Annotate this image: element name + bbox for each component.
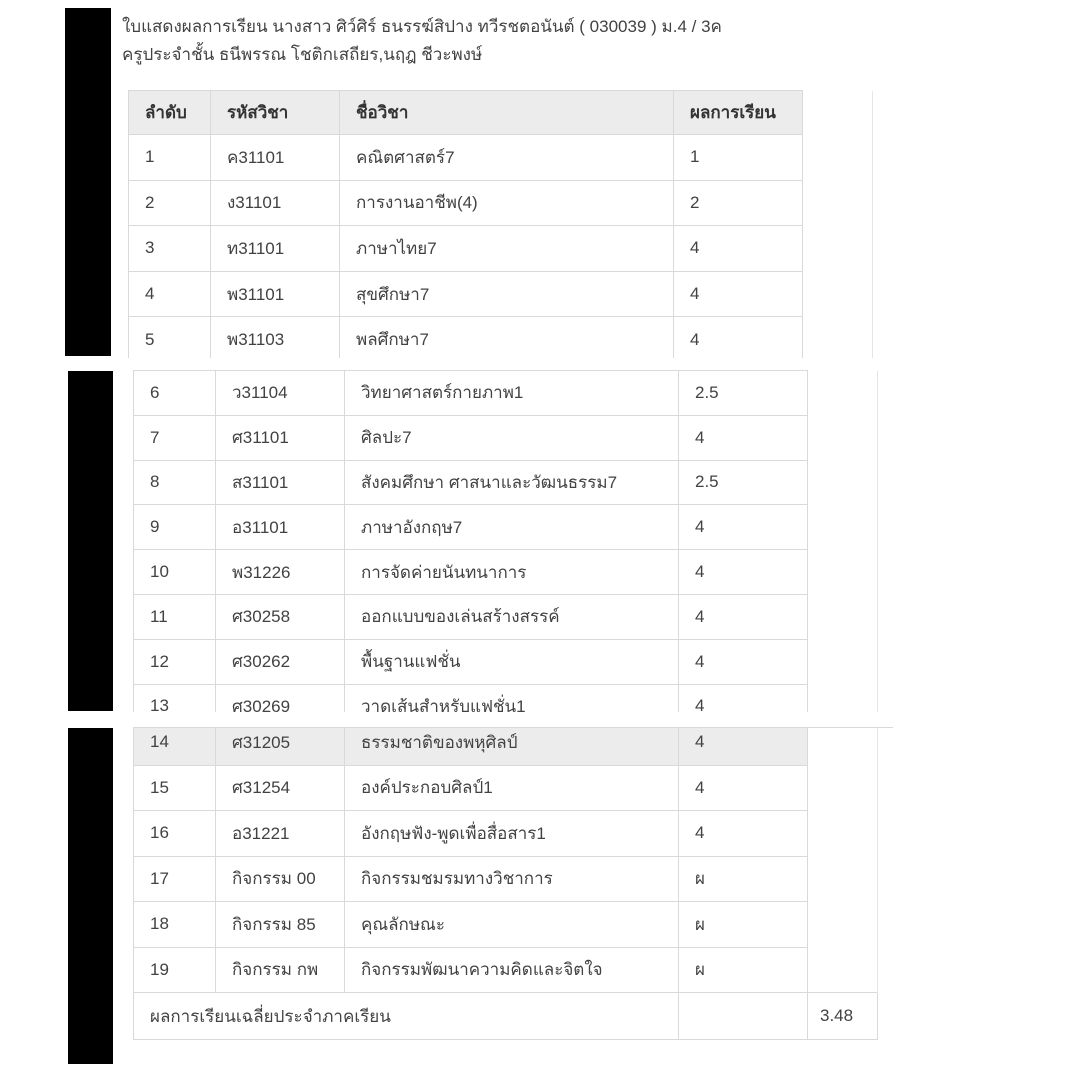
report-header <box>122 13 722 69</box>
course-row <box>134 505 878 550</box>
course-row <box>134 765 878 811</box>
summary-label-cell: ผลการเรียนเฉลี่ยประจำภาคเรียน <box>134 993 679 1040</box>
course-code-cell: กิจกรรม กพ <box>216 947 345 993</box>
course-name-cell: ภาษาอังกฤษ7 <box>345 505 679 550</box>
course-name-cell: วาดเส้นสำหรับแฟชั่น1 <box>345 684 679 712</box>
course-name-cell: คณิตศาสตร์7 <box>340 135 674 181</box>
right-margin-cell <box>803 271 873 317</box>
row-number-cell: 2 <box>129 180 211 226</box>
course-name-cell: กิจกรรมพัฒนาความคิดและจิตใจ <box>345 947 679 993</box>
course-row <box>129 271 873 317</box>
row-number-cell: 5 <box>129 317 211 358</box>
grade-cell: 4 <box>679 765 808 811</box>
course-code-cell: พ31226 <box>216 550 345 595</box>
right-margin-cell <box>808 639 878 684</box>
grade-cell: 4 <box>679 594 808 639</box>
right-margin-cell <box>803 91 873 135</box>
row-number-cell: 1 <box>129 135 211 181</box>
grade-cell: ผ <box>679 856 808 902</box>
course-row <box>134 371 878 416</box>
grade-cell: 4 <box>674 271 803 317</box>
course-code-cell: อ31221 <box>216 811 345 857</box>
grades-table <box>128 90 873 358</box>
row-number-cell: 4 <box>129 271 211 317</box>
report-title: ใบแสดงผลการเรียน นางสาว ศิว์ศิร์ ธนรรฆ์สิปาง ทวีรชตอนันต์ ( 030039 ) ม.4 / 3ค <box>122 17 722 36</box>
redaction-bar <box>68 728 113 1064</box>
course-row <box>134 639 878 684</box>
course-row <box>129 226 873 272</box>
course-name-cell: ศิลปะ7 <box>345 415 679 460</box>
grades-table <box>133 370 878 712</box>
course-row <box>134 811 878 857</box>
right-margin-cell <box>808 550 878 595</box>
row-number-cell: 10 <box>134 550 216 595</box>
redaction-bar <box>65 8 111 356</box>
course-name-cell: การงานอาชีพ(4) <box>340 180 674 226</box>
right-margin-cell <box>803 317 873 358</box>
grade-cell: 2 <box>674 180 803 226</box>
course-code-cell: พ31103 <box>211 317 340 358</box>
row-number-cell: 17 <box>134 856 216 902</box>
course-name-cell: กิจกรรมชมรมทางวิชาการ <box>345 856 679 902</box>
course-code-cell: กิจกรรม 00 <box>216 856 345 902</box>
right-margin-cell <box>803 180 873 226</box>
right-margin-cell <box>808 811 878 857</box>
course-code-cell: ง31101 <box>211 180 340 226</box>
course-code-cell: พ31101 <box>211 271 340 317</box>
course-name-cell: ธรรมชาติของพหุศิลป์ <box>345 727 679 765</box>
course-code-cell: ค31101 <box>211 135 340 181</box>
course-name-cell: สุขศึกษา7 <box>340 271 674 317</box>
right-margin-cell <box>808 371 878 416</box>
course-name-cell: การจัดค่ายนันทนาการ <box>345 550 679 595</box>
right-margin-cell <box>808 684 878 712</box>
course-code-cell: ศ31254 <box>216 765 345 811</box>
right-margin-cell <box>808 727 878 765</box>
summary-empty-cell <box>679 993 808 1040</box>
course-name-cell: คุณลักษณะ <box>345 902 679 948</box>
row-number-cell: 9 <box>134 505 216 550</box>
grade-cell: 4 <box>679 505 808 550</box>
course-code-cell: ส31101 <box>216 460 345 505</box>
grade-cell: 4 <box>679 684 808 712</box>
right-margin-cell <box>808 460 878 505</box>
grade-cell: 4 <box>679 811 808 857</box>
row-number-cell: 7 <box>134 415 216 460</box>
course-row <box>129 135 873 181</box>
course-name-cell: พลศึกษา7 <box>340 317 674 358</box>
course-name-cell: อังกฤษฟัง-พูดเพื่อสื่อสาร1 <box>345 811 679 857</box>
grade-cell: ผ <box>679 902 808 948</box>
course-name-cell: ออกแบบของเล่นสร้างสรรค์ <box>345 594 679 639</box>
row-number-cell: 18 <box>134 902 216 948</box>
course-name-cell: องค์ประกอบศิลป์1 <box>345 765 679 811</box>
course-row <box>134 550 878 595</box>
summary-value-cell: 3.48 <box>808 993 878 1040</box>
right-margin-cell <box>808 902 878 948</box>
course-code-cell: กิจกรรม 85 <box>216 902 345 948</box>
row-number-cell: 15 <box>134 765 216 811</box>
course-row <box>134 947 878 993</box>
grade-cell: 4 <box>679 550 808 595</box>
course-name-cell: พื้นฐานแฟชั่น <box>345 639 679 684</box>
right-margin-cell <box>808 505 878 550</box>
summary-row <box>134 993 878 1040</box>
course-code-cell: ศ31101 <box>216 415 345 460</box>
table-segment-middle <box>133 370 893 712</box>
column-header-code: รหัสวิชา <box>211 91 340 135</box>
course-code-cell: ท31101 <box>211 226 340 272</box>
course-row <box>129 317 873 358</box>
course-row <box>134 684 878 712</box>
right-margin-cell <box>808 594 878 639</box>
grade-cell: 4 <box>679 639 808 684</box>
course-name-cell: ภาษาไทย7 <box>340 226 674 272</box>
course-row <box>134 415 878 460</box>
row-number-cell: 19 <box>134 947 216 993</box>
row-number-cell: 13 <box>134 684 216 712</box>
right-margin-cell <box>808 856 878 902</box>
grade-cell: 2.5 <box>679 460 808 505</box>
course-row <box>134 856 878 902</box>
course-name-cell: วิทยาศาสตร์กายภาพ1 <box>345 371 679 416</box>
grades-table <box>133 727 878 1040</box>
row-number-cell: 12 <box>134 639 216 684</box>
row-number-cell: 16 <box>134 811 216 857</box>
row-number-cell: 14 <box>134 727 216 765</box>
summary-section <box>134 993 878 1040</box>
right-margin-cell <box>808 947 878 993</box>
column-header-grade: ผลการเรียน <box>674 91 803 135</box>
column-header-order: ลำดับ <box>129 91 211 135</box>
row-number-cell: 6 <box>134 371 216 416</box>
grade-cell: 2.5 <box>679 371 808 416</box>
column-header-course: ชื่อวิชา <box>340 91 674 135</box>
course-row <box>134 594 878 639</box>
right-margin-cell <box>808 415 878 460</box>
grade-cell: 4 <box>674 317 803 358</box>
course-code-cell: ว31104 <box>216 371 345 416</box>
grade-cell: 4 <box>679 727 808 765</box>
right-margin-cell <box>803 226 873 272</box>
grade-cell: 1 <box>674 135 803 181</box>
course-code-cell: ศ31205 <box>216 727 345 765</box>
course-code-cell: อ31101 <box>216 505 345 550</box>
row-number-cell: 8 <box>134 460 216 505</box>
course-code-cell: ศ30262 <box>216 639 345 684</box>
homeroom-teacher-line: ครูประจำชั้น ธนีพรรณ โชติกเสถียร,นฤฎ ชีวะพงษ์ <box>122 45 483 64</box>
grade-cell: 4 <box>674 226 803 272</box>
course-row <box>134 902 878 948</box>
course-row <box>134 727 878 765</box>
row-number-cell: 3 <box>129 226 211 272</box>
grade-cell: ผ <box>679 947 808 993</box>
table-segment-bottom <box>133 727 893 1040</box>
table-segment-top <box>128 90 888 358</box>
right-margin-cell <box>803 135 873 181</box>
table-header-row <box>129 91 873 135</box>
grade-cell: 4 <box>679 415 808 460</box>
row-number-cell: 11 <box>134 594 216 639</box>
course-code-cell: ศ30258 <box>216 594 345 639</box>
course-name-cell: สังคมศึกษา ศาสนาและวัฒนธรรม7 <box>345 460 679 505</box>
redaction-bar <box>68 371 113 711</box>
course-row <box>134 460 878 505</box>
course-code-cell: ศ30269 <box>216 684 345 712</box>
course-row <box>129 180 873 226</box>
right-margin-cell <box>808 765 878 811</box>
